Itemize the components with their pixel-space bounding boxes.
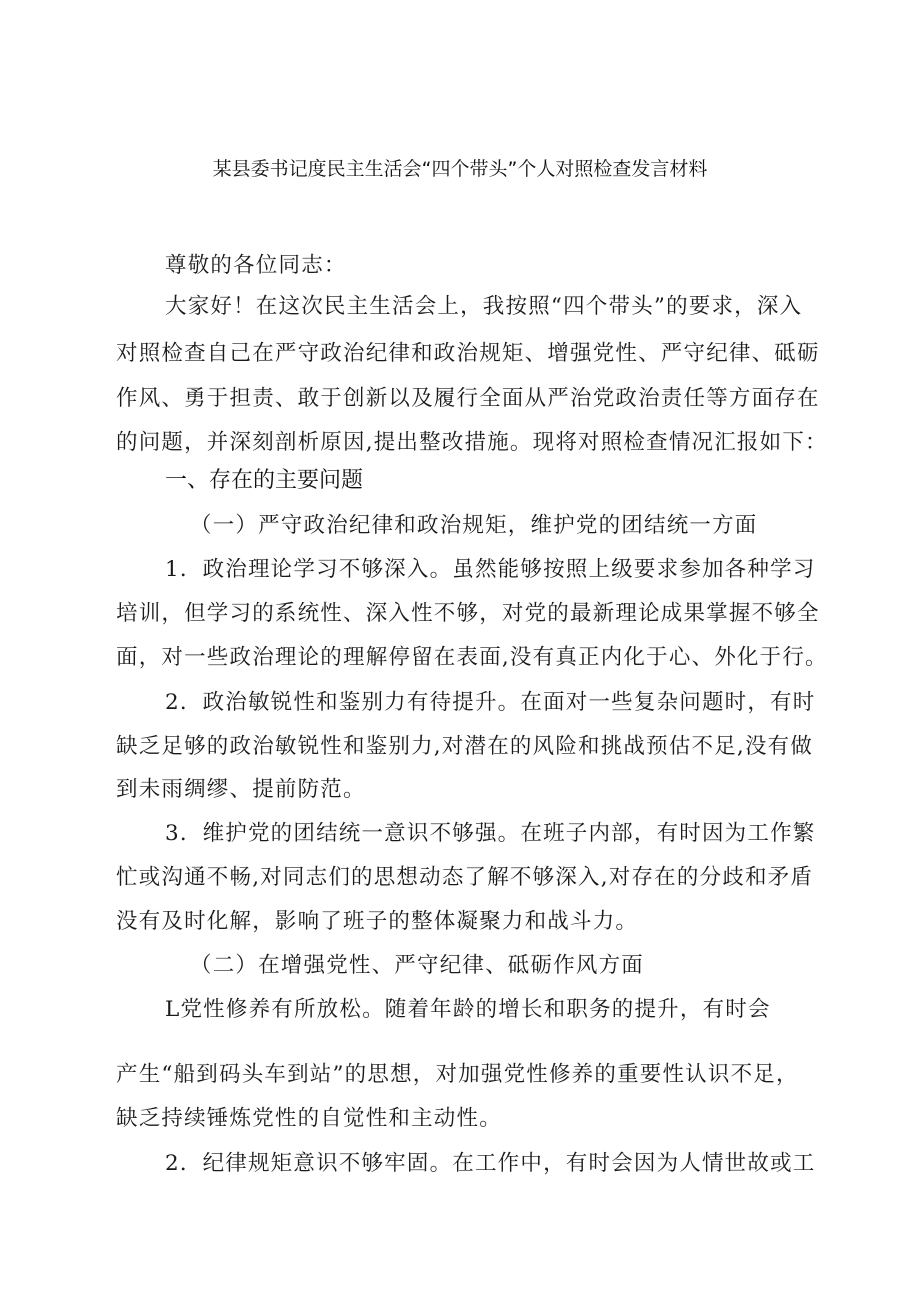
paragraph-line: 1．政治理论学习不够深入。虽然能够按照上级要求参加各种学习 (165, 557, 816, 582)
paragraph-line: L党性修养有所放松。随着年龄的增长和职务的提升，有时会 (165, 997, 771, 1022)
paragraph-line: 缺乏持续锤炼党性的自觉性和主动性。 (116, 1106, 502, 1131)
salutation: 尊敬的各位同志： (165, 253, 347, 278)
paragraph-line: 3．维护党的团结统一意识不够强。在班子内部，有时因为工作繁 (165, 821, 816, 846)
paragraph-line: 到未雨绸缪、提前防范。 (116, 777, 366, 802)
document-title: 某县委书记度民主生活会“四个带头”个人对照检查发言材料 (212, 158, 708, 180)
intro-line: 作风、勇于担责、敢于创新以及履行全面从严治党政治责任等方面存在 (116, 386, 820, 411)
intro-line: 的问题，并深刻剖析原因,提出整改措施。现将对照检查情况汇报如下： (116, 430, 828, 455)
paragraph-line: 产生“船到码头车到站”的思想，对加强党性修养的重要性认识不足， (116, 1062, 799, 1087)
paragraph-line: 缺乏足够的政治敏锐性和鉴别力,对潜在的风险和挑战预估不足,没有做 (116, 734, 814, 759)
subsection-heading: （二）在增强党性、严守纪律、砥砺作风方面 (190, 953, 645, 978)
paragraph-line: 2．纪律规矩意识不够牢固。在工作中，有时会因为人情世故或工 (165, 1151, 816, 1176)
subsection-heading: （一）严守政治纪律和政治规矩，维护党的团结统一方面 (190, 513, 758, 538)
paragraph-line: 忙或沟通不畅,对同志们的思想动态了解不够深入,对存在的分歧和矛盾 (116, 865, 814, 890)
paragraph-line: 面，对一些政治理论的理解停留在表面,没有真正内化于心、外化于行。 (116, 645, 828, 670)
intro-line: 对照检查自己在严守政治纪律和政治规矩、增强党性、严守纪律、砥砺 (116, 341, 820, 366)
paragraph-line: 2．政治敏锐性和鉴别力有待提升。在面对一些复杂问题时，有时 (165, 690, 816, 715)
section-heading: 一、存在的主要问题 (165, 468, 364, 493)
paragraph-line: 培训，但学习的系统性、深入性不够，对党的最新理论成果掌握不够全 (116, 601, 820, 626)
paragraph-line: 没有及时化解，影响了班子的整体凝聚力和战斗力。 (116, 909, 639, 934)
intro-line: 大家好！在这次民主生活会上，我按照“四个带头”的要求，深入 (165, 294, 803, 319)
